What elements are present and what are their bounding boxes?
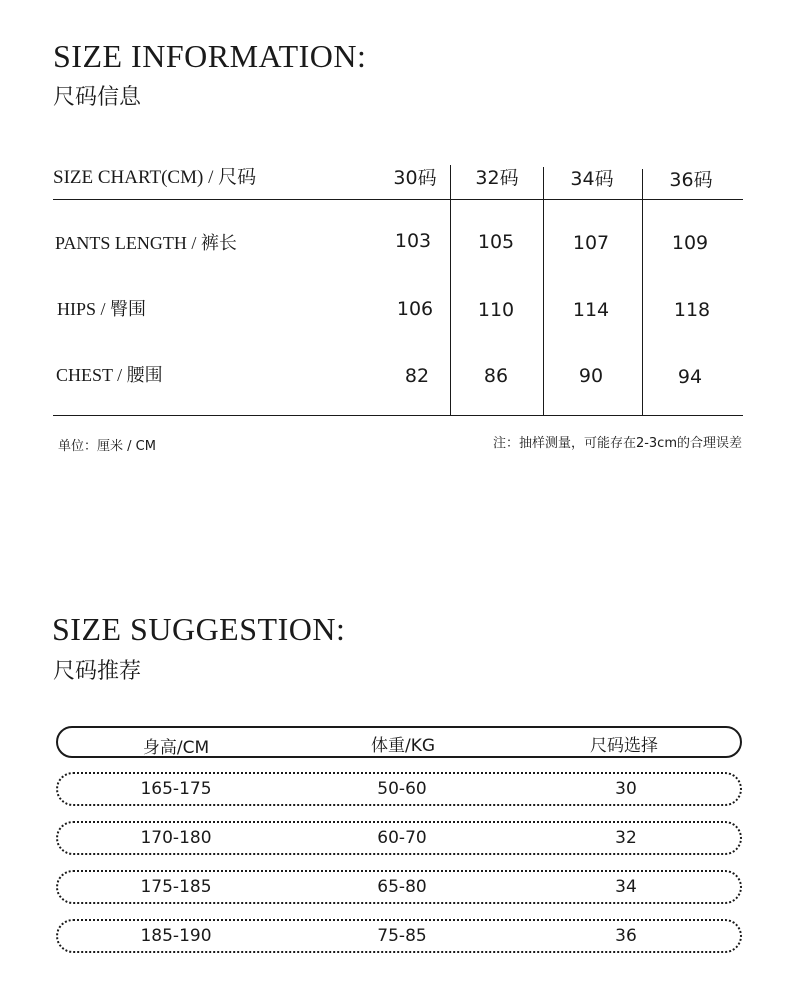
- size-information-title: [53, 38, 366, 75]
- header-size-choice: 尺码选择: [590, 736, 658, 756]
- row-weight: 60-70: [377, 828, 427, 848]
- size-header-34: 34码: [570, 168, 614, 190]
- table-top-divider: [53, 199, 743, 200]
- unit-note: 单位：厘米 / CM: [58, 439, 156, 454]
- cell-pants-length-30: 103: [394, 230, 432, 252]
- row-weight: 50-60: [377, 779, 427, 799]
- size-header-30: 30码: [393, 167, 437, 189]
- size-information-subtitle: 尺码信息: [53, 85, 142, 110]
- size-header-32: 32码: [475, 167, 519, 189]
- size-suggestion-title-text: SIZE SUGGESTION: [52, 611, 336, 647]
- row-size: 32: [615, 828, 637, 848]
- cell-hips-34: 114: [572, 299, 610, 321]
- size-information-title-colon: :: [357, 38, 367, 74]
- cell-pants-length-36: 109: [671, 232, 709, 254]
- row-label-hips: HIPS / 臀围: [57, 299, 147, 319]
- table-bottom-divider: [53, 415, 743, 416]
- cell-chest-36: 94: [677, 366, 703, 388]
- size-suggestion-title: [52, 611, 345, 648]
- suggestion-row: [56, 870, 742, 904]
- row-size: 34: [615, 877, 637, 897]
- header-height: 身高/CM: [142, 738, 210, 758]
- suggestion-row: [56, 919, 742, 953]
- suggestion-header-row: [56, 726, 742, 758]
- cell-hips-32: 110: [477, 299, 515, 321]
- row-height: 185-190: [140, 926, 212, 946]
- cell-chest-30: 82: [404, 365, 430, 387]
- cell-chest-34: 90: [578, 365, 604, 387]
- cell-hips-30: 106: [396, 298, 434, 320]
- cell-pants-length-32: 105: [477, 231, 515, 253]
- row-size: 30: [615, 779, 637, 799]
- size-header-36: 36码: [669, 169, 713, 191]
- row-weight: 65-80: [377, 877, 427, 897]
- size-suggestion-subtitle: 尺码推荐: [53, 659, 142, 684]
- size-suggestion-title-colon: :: [335, 611, 346, 647]
- cell-chest-32: 86: [483, 365, 509, 387]
- column-divider-2: [543, 167, 544, 416]
- suggestion-row: [56, 821, 742, 855]
- row-size: 36: [615, 926, 637, 946]
- column-divider-3: [642, 169, 643, 416]
- row-label-chest: CHEST / 腰围: [56, 365, 163, 385]
- cell-hips-36: 118: [673, 299, 711, 321]
- size-information-title-text: SIZE INFORMATION: [53, 38, 357, 74]
- row-height: 175-185: [140, 877, 212, 897]
- suggestion-row: [56, 772, 742, 806]
- size-chart-header-label: SIZE CHART(CM) / 尺码: [53, 167, 257, 188]
- row-label-pants-length: PANTS LENGTH / 裤长: [55, 233, 237, 253]
- row-weight: 75-85: [377, 926, 427, 946]
- row-height: 170-180: [140, 828, 212, 848]
- measurement-disclaimer: 注：抽样测量，可能存在2-3cm的合理误差: [492, 436, 742, 451]
- header-weight: 体重/KG: [370, 736, 436, 756]
- cell-pants-length-34: 107: [572, 232, 610, 254]
- row-height: 165-175: [140, 779, 212, 799]
